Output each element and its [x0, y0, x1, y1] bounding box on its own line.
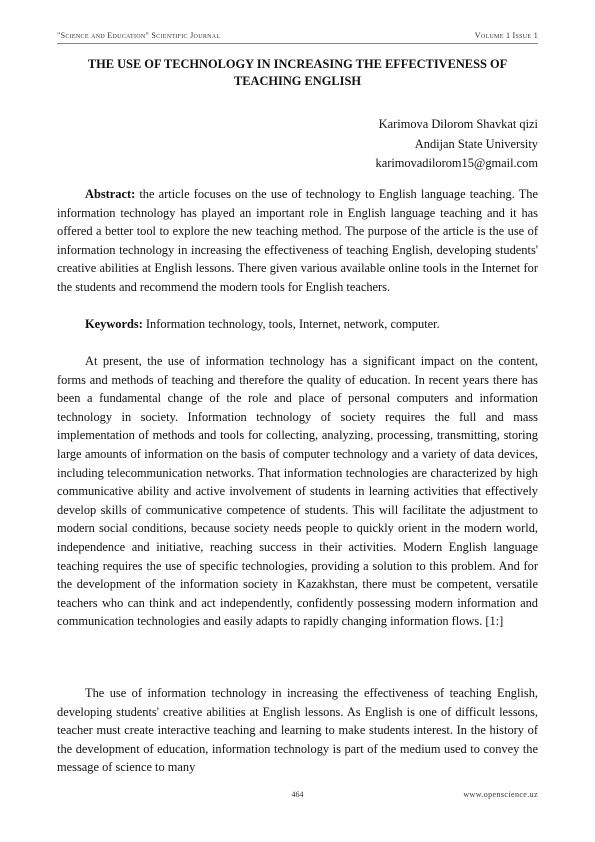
keywords-label: Keywords:: [85, 317, 143, 331]
page-number: 464: [291, 790, 304, 799]
author-name: Karimova Dilorom Shavkat qizi: [378, 117, 538, 131]
body-paragraph-1: At present, the use of information technology has a significant impact on the content, forms and methods of teaching and therefore the quality of education. In recent years there has been a fundamental change of the role and place of personal computers and information technology in society. Information technology of society requires the full and mass implementation of methods and tools for collecting, analyzing, processing, transmitting, storing large amounts of information on the basis of computer technology and a variety of data devices, including telecommunication networks. That information technologies are characterized by high communicative ability and active involvement of students in learning activities that effectively develop skills of communicative competence of students. This will facilitate the adjustment to modern social conditions, because society needs people to quickly orient in the modern world, independence and initiative, reaching success in their activities. Modern English language teaching requires the use of specific technologies, providing a solution to this problem. And for the development of the information society in Kazakhstan, there must be competent, versatile teachers who can think and act independently, confidently possessing modern information and communication technologies and easily adapts to rapidly changing information flows. [1:]: [57, 354, 538, 629]
abstract-label: Abstract:: [85, 187, 136, 201]
author-email[interactable]: karimovadilorom15@gmail.com: [375, 156, 538, 170]
keywords-text: Information technology, tools, Internet, network, computer.: [142, 317, 440, 331]
author-affiliation: Andijan State University: [414, 136, 538, 151]
abstract: [57, 185, 538, 297]
journal-name: "Science and Education" Scientific Journal: [57, 31, 221, 40]
volume-issue: Volume 1 Issue 1: [474, 31, 538, 40]
body-paragraph-2: The use of information technology in increasing the effectiveness of teaching English, developing students' creative abilities at English lessons. As English is one of difficult lessons, teacher must create interactive teaching and learning to make students interest. In the history of the development of education, information technology is part of the medium used to convey the message of science to many: [57, 686, 538, 775]
website-link[interactable]: www.openscience.uz: [463, 790, 538, 799]
keywords: [57, 315, 538, 334]
author-block: [376, 115, 538, 174]
abstract-text: the article focuses on the use of technology to English language teaching. The information technology has played an important role in English language teaching and it has offered a better tool to explore the new teaching method. The purpose of the article is the use of information technology in increasing the effectiveness of teaching English, developing students' creative abilities at English lessons. There given various available online tools in the Internet for the students and recommend the modern tools for English teachers.: [57, 187, 538, 294]
running-header: [57, 31, 538, 44]
article-title: THE USE OF TECHNOLOGY IN INCREASING THE EFFECTIVENESS OF TEACHING ENGLISH: [87, 57, 508, 88]
